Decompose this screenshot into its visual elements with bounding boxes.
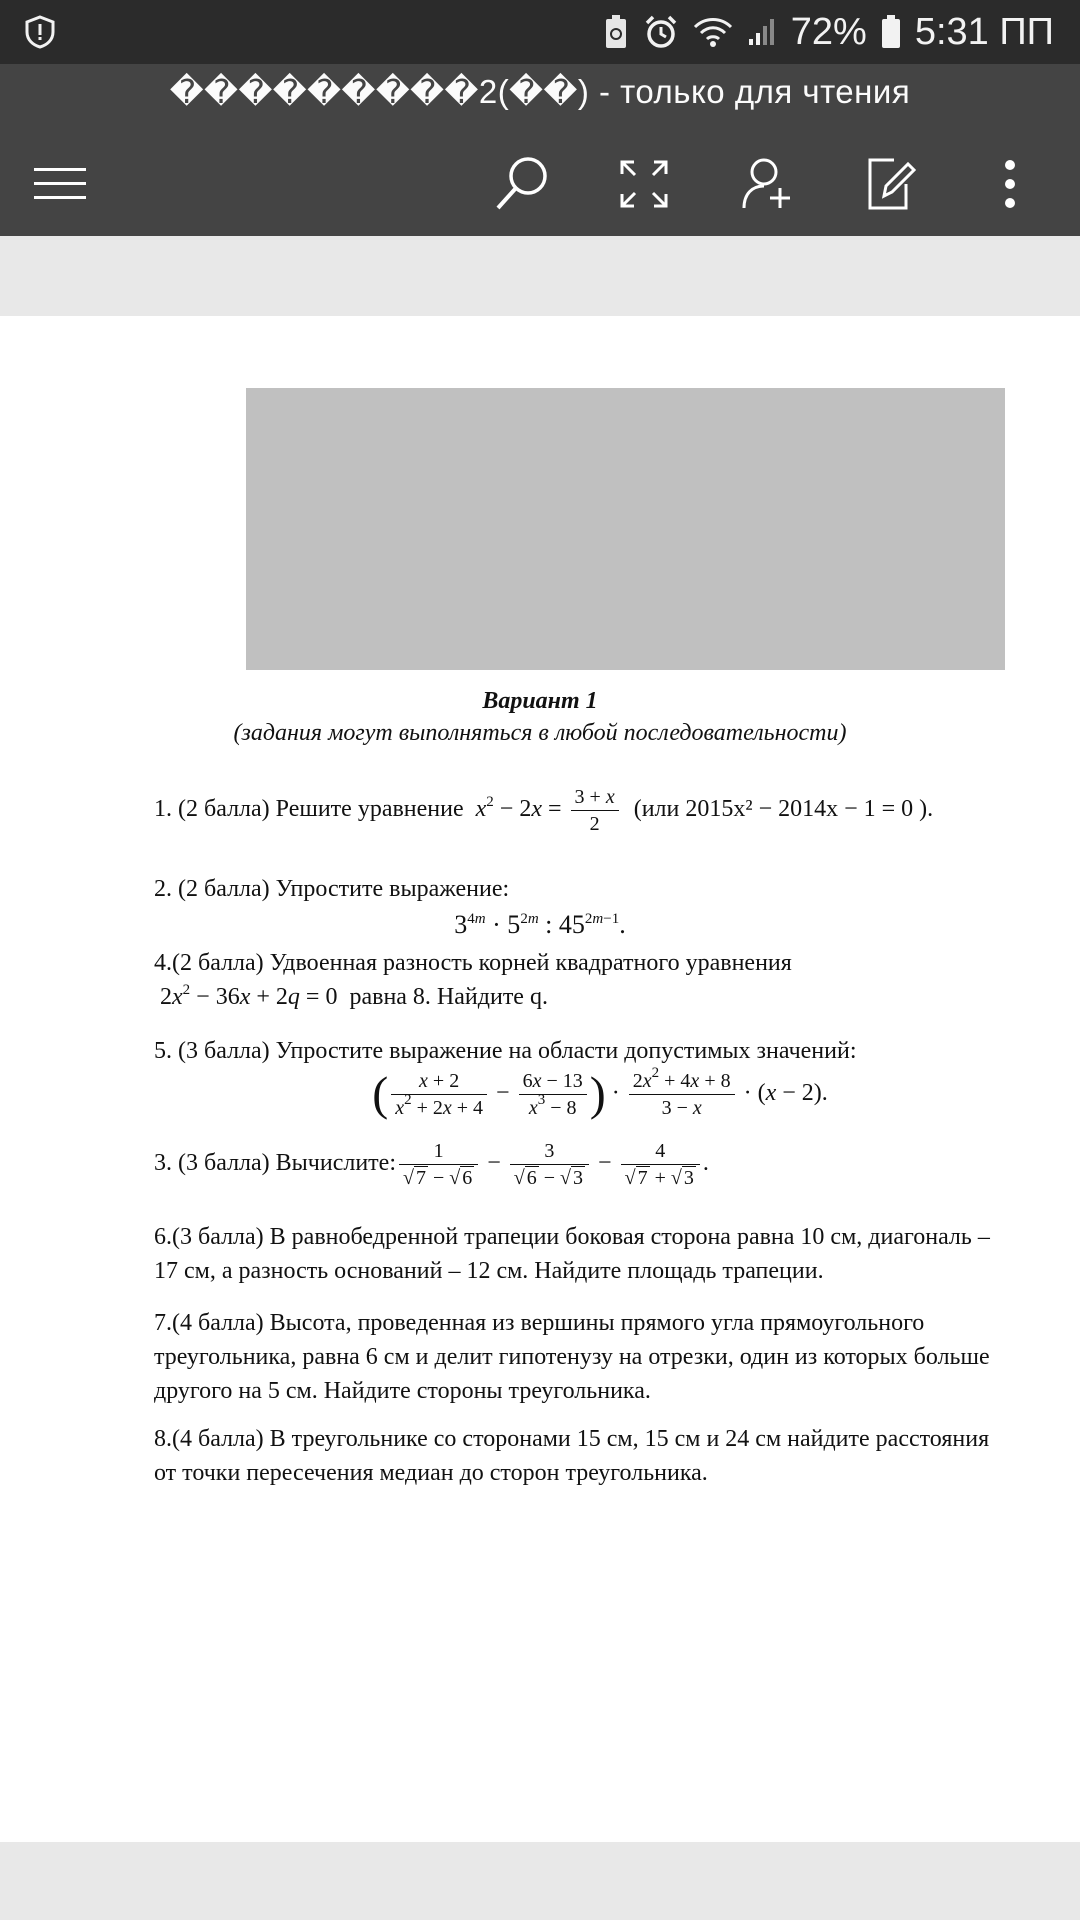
signal-icon [747,17,777,47]
task-8-text: 8.(4 балла) В треугольнике со сторонами 15 см, 15 см и 24 см найдите расстояния от точки пересечения медиан до сторон треугольника. [154,1426,990,1486]
menu-button[interactable] [20,144,100,224]
battery-icon [881,15,901,49]
task-3 [154,1138,1014,1191]
document-page[interactable] [0,316,1080,1842]
task-1-alt: (или 2015x² − 2014x − 1 = 0 ). [633,796,934,823]
task-7 [154,1306,1014,1408]
image-placeholder [246,388,1005,670]
fullscreen-button[interactable] [604,144,684,224]
variant-subtitle: (задания могут выполняться в любой последовательности) [233,720,847,746]
task-3-expression: $\frac{1}{√ 7 - √ 6}$ − $\frac{3}{√ 6 - √ 3}$ − $\frac{4}{√ 7 + √ 3}$ . [396,1150,709,1176]
task-3-text: 3. (3 балла) Вычислите: [154,1150,396,1177]
task-1 [154,784,1014,837]
search-button[interactable] [482,144,562,224]
search-icon [492,154,552,214]
task-4-line2 [154,980,1014,1014]
clock: 5:31 ПП [914,10,1054,53]
edit-icon [864,156,916,212]
task-5-text: 5. (3 балла) Упростите выражение на области допустимых значений: [154,1038,857,1064]
task-8 [154,1422,1014,1490]
task-5-expression: ( $\frac{x + 2}{x^2 + 2x + 4}$ − $\frac{6x - 13}{x^3 - 8}$ ) · $\frac{2x^2 + 4x + 8}{3 - x}$ · (x − 2). [372,1065,828,1121]
share-user-icon [740,156,796,212]
alarm-icon [643,14,679,50]
wifi-icon [693,15,733,49]
task-1-equation: $x^2 - 2x$ = $\frac{3 + x}{2}$ [470,796,622,822]
app-bar [0,64,1080,236]
task-4-text-line2: равна 8. Найдите q. [349,984,548,1010]
task-4-text-line1: 4.(2 балла) Удвоенная разность корней квадратного уравнения [154,950,792,976]
shield-alert-icon [22,14,58,50]
variant-title: Вариант 1 [482,688,598,714]
task-2-expression: $3^{4m} \cdot 5^{2m}$ : $45^{2m-1}$. [454,910,626,939]
edit-button[interactable] [850,144,930,224]
task-2-text: 2. (2 балла) Упростите выражение: [154,876,510,902]
share-button[interactable] [728,144,808,224]
task-5 [154,1034,1014,1068]
task-7-text: 7.(4 балла) Высота, проведенная из вершины прямого угла прямоугольного треугольника, равна 6 см и делит гипотенузу на отрезки, один из которых больше другого на 5 см. Найдите стороны треугольника. [154,1310,990,1404]
more-options-button[interactable] [970,144,1050,224]
menu-icon [32,167,88,201]
status-bar [0,0,1080,64]
task-4-equation: $2x^2 - 36x + 2q = 0$ [154,982,338,1010]
task-1-text: 1. (2 балла) Решите уравнение [154,796,464,823]
battery-percent: 72% [790,10,867,53]
task-6 [154,1220,1014,1288]
task-4 [154,946,1014,980]
more-vert-icon [1003,159,1017,209]
task-2 [154,872,1014,906]
fullscreen-icon [619,159,669,209]
battery-saver-icon [603,14,629,50]
page-bottom-gap [0,1842,1080,1920]
page-gap [0,236,1080,316]
task-6-text: 6.(3 балла) В равнобедренной трапеции боковая сторона равна 10 см, диагональ – 17 см, а разность оснований – 12 см. Найдите площадь трапеции. [154,1224,990,1284]
document-title: ���������2(��) - только для чтения [169,73,911,110]
